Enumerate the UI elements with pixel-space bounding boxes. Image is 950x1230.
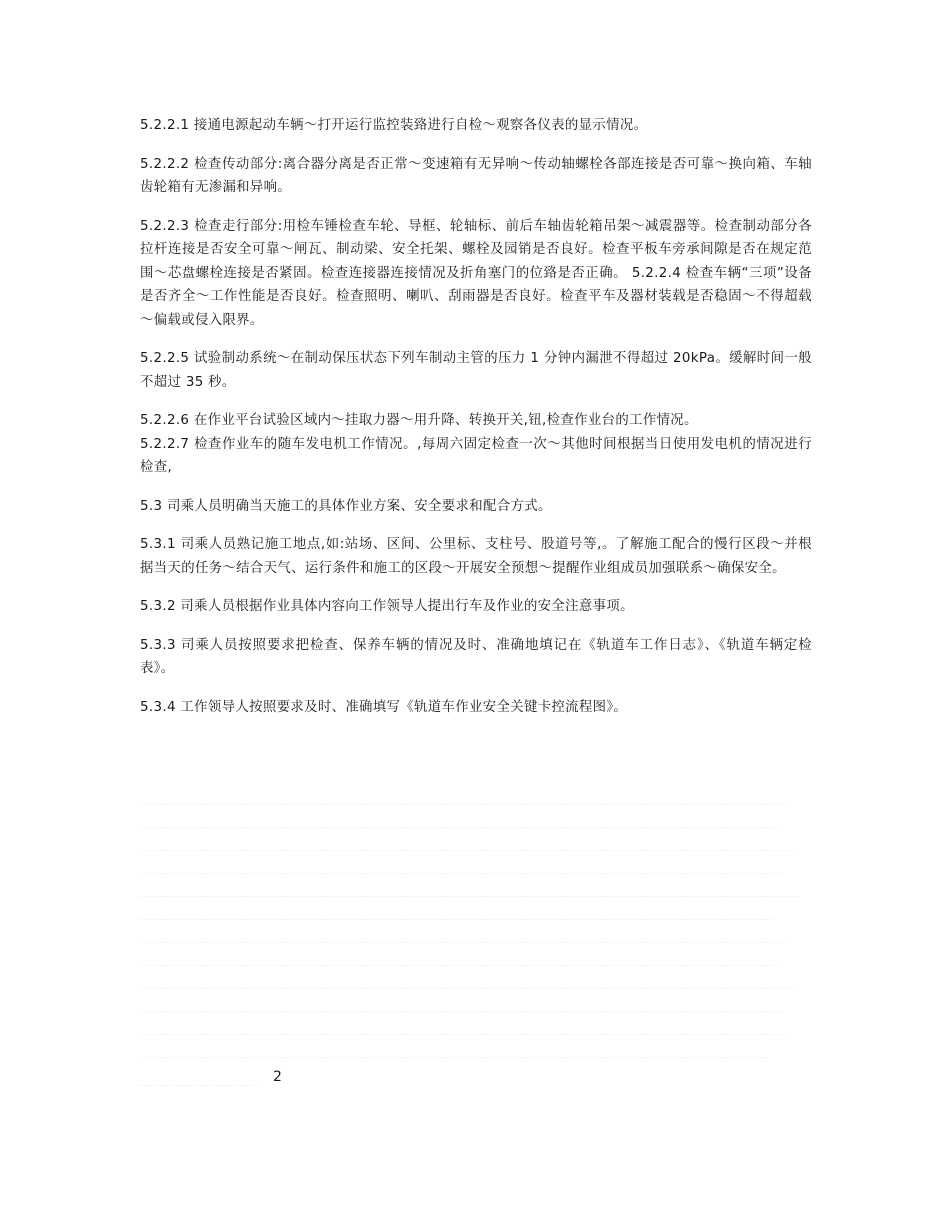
faint-line (140, 873, 785, 874)
faint-line (140, 850, 795, 851)
faint-line (140, 965, 780, 966)
faint-line (140, 942, 790, 943)
faint-line (140, 988, 795, 989)
faint-line (140, 919, 775, 920)
faint-line (140, 1057, 770, 1058)
paragraph-5-2-2-2: 5.2.2.2 检查传动部分:离合器分离是否正常～变速箱有无异响～传动轴螺栓各部连接是否可靠～换向箱、车轴齿轮箱有无渗漏和异响。 (140, 156, 812, 195)
faint-line (140, 1034, 790, 1035)
paragraph-5-2-2-7: 5.2.2.7 检查作业车的随车发电机工作情况。,每周六固定检查一次～其他时间根据当日使用发电机的情况进行检查, (140, 436, 812, 475)
paragraph-5-3-1: 5.3.1 司乘人员熟记施工地点,如:站场、区间、公里标、支柱号、股道号等,。了解施工配合的慢行区段～并根据当天的任务～结合天气、运行条件和施工的区段～开展安全预想～提醒作业组成员加强联系～确保安全。 (140, 537, 812, 576)
paragraph-5-2-2-3: 5.2.2.3 检查走行部分:用检车锤检查车轮、导框、轮轴标、前后车轴齿轮箱吊架～减震器等。检查制动部分各拉杆连接是否安全可靠～闸瓦、制动梁、安全托架、螺栓及园销是否良好。检查平板车旁承间隙是否在规定范围～芯盘螺栓连接是否紧固。检查连接器连接情况及折角塞门的位臵是否正确。 5.2.2.4 检查车辆“三项”设备是否齐全～工作性能是否良好。检查照明、喇叭、刮雨器是否良好。检查平车及器材装载是否稳固～不得超载～偏载或侵入限界。 (140, 218, 812, 328)
document-body (140, 114, 812, 734)
paragraph-5-3-2: 5.3.2 司乘人员根据作业具体内容向工作领导人提出行车及作业的安全注意事项。 (140, 599, 634, 614)
paragraph-5-3-3: 5.3.3 司乘人员按照要求把检查、保养车辆的情况及时、准确地填记在《轨道车工作日志》、《轨道车辆定检表》。 (140, 637, 812, 676)
page-number: 2 (273, 1069, 282, 1085)
paragraph-5-2-2-6: 5.2.2.6 在作业平台试验区域内～挂取力器～用升降、转换开关,钮,检查作业台的工作情况。 (140, 413, 698, 428)
faint-watermark-lines (140, 800, 812, 1070)
paragraph-5-2-2-5: 5.2.2.5 试验制动系统～在制动保压状态下列车制动主管的压力 1 分钟内漏泄不得超过 20kPa。缓解时间一般不超过 35 秒。 (140, 351, 812, 390)
footer-rule (140, 1085, 260, 1086)
faint-line (140, 804, 790, 805)
faint-line (140, 896, 800, 897)
faint-line (140, 827, 780, 828)
paragraph-5-3-4: 5.3.4 工作领导人按照要求及时、准确填写《轨道车作业安全关键卡控流程图》。 (140, 699, 628, 715)
faint-line (140, 1011, 785, 1012)
paragraph-5-2-2-1: 5.2.2.1 接通电源起动车辆～打开运行监控装臵进行自检～观察各仪表的显示情况。 (140, 118, 648, 133)
paragraph-5-3: 5.3 司乘人员明确当天施工的具体作业方案、安全要求和配合方式。 (140, 498, 552, 514)
